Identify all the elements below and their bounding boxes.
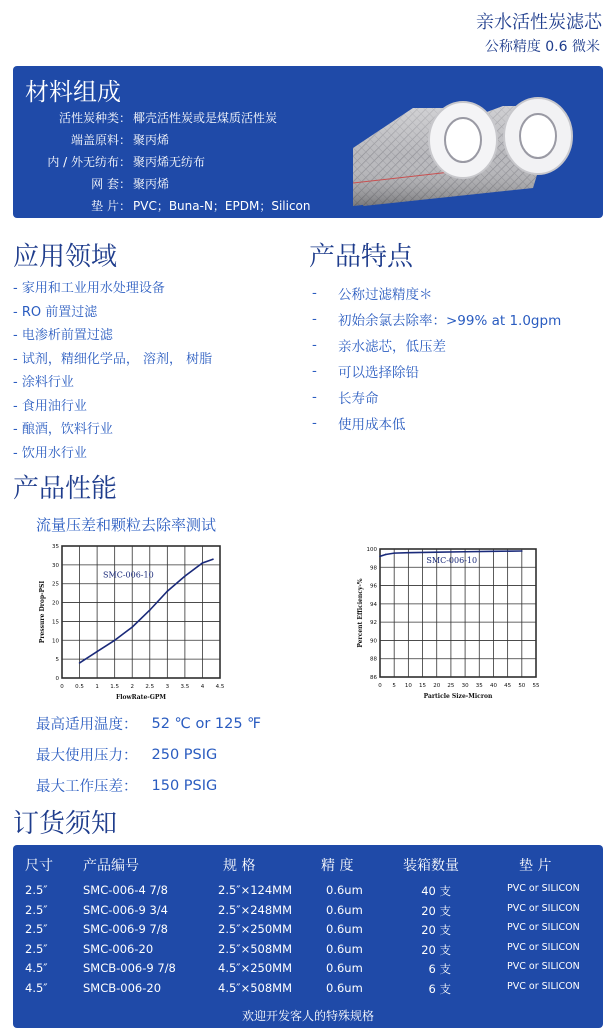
data-point bbox=[149, 609, 151, 611]
series-annotation: SMC-006-10 bbox=[103, 570, 154, 580]
spec-row bbox=[36, 770, 261, 801]
y-tick-label: 96 bbox=[370, 583, 377, 590]
y-tick-label: 15 bbox=[52, 619, 59, 626]
data-point bbox=[79, 662, 81, 664]
cell-size: 2.5″ bbox=[25, 941, 48, 956]
data-point bbox=[379, 556, 381, 558]
data-point bbox=[96, 651, 98, 653]
x-tick-label: 2.5 bbox=[145, 684, 155, 690]
series-annotation: SMC-006-10 bbox=[426, 556, 478, 566]
table-row bbox=[13, 981, 603, 999]
cell-part-number: SMC-006-4 7/8 bbox=[83, 883, 168, 897]
spec-label: 最高适用温度： bbox=[36, 717, 138, 733]
cell-spec: 4.5″×508MM bbox=[218, 981, 293, 995]
applications-title: 应用领域 bbox=[13, 242, 118, 272]
materials-panel bbox=[13, 66, 603, 218]
x-tick-label: 1 bbox=[95, 684, 99, 690]
table-row bbox=[13, 942, 603, 960]
feature-text: 初始余氯去除率：>99% at 1.0gpm bbox=[338, 313, 562, 329]
ordering-note: 欢迎开发客人的特殊规格 bbox=[241, 1009, 374, 1023]
data-point bbox=[436, 551, 438, 553]
list-item: - 家用和工业用水处理设备 bbox=[13, 281, 165, 297]
x-tick-label: 3 bbox=[165, 684, 170, 690]
features-list bbox=[312, 280, 602, 436]
x-tick-label: 4 bbox=[200, 684, 205, 690]
material-value: PVC；Buna-N；EPDM；Silicon bbox=[133, 198, 311, 213]
list-item: - 涂料行业 bbox=[13, 375, 74, 391]
feature-text: 亲水滤芯，低压差 bbox=[338, 339, 446, 355]
data-point bbox=[114, 639, 116, 641]
ordering-title: 订货须知 bbox=[13, 809, 118, 839]
cell-spec: 2.5″×248MM bbox=[218, 902, 293, 917]
x-tick-label: 20 bbox=[433, 683, 441, 689]
cell-precision: 0.6um bbox=[326, 941, 363, 956]
y-tick-label: 94 bbox=[370, 601, 377, 608]
list-item bbox=[312, 306, 602, 332]
performance-specs bbox=[36, 708, 261, 801]
cell-size: 4.5″ bbox=[25, 961, 48, 976]
y-tick-label: 86 bbox=[370, 675, 377, 681]
spec-label: 最大使用压力： bbox=[36, 748, 138, 764]
data-point bbox=[131, 626, 133, 628]
header-precision: 精 度 bbox=[321, 858, 354, 874]
spec-value: 52 ℃ or 125 ℉ bbox=[151, 715, 261, 732]
y-tick-label: 10 bbox=[52, 638, 59, 645]
data-point bbox=[493, 550, 495, 552]
list-item: - 试剂，精细化学品， 溶剂， 树脂 bbox=[13, 351, 213, 367]
spec-label: 最大工作压差： bbox=[36, 779, 138, 795]
list-item: - RO 前置过滤 bbox=[13, 304, 98, 320]
material-row bbox=[13, 194, 343, 216]
cell-precision: 0.6um bbox=[326, 961, 363, 976]
y-tick-label: 30 bbox=[52, 562, 59, 569]
cartridge-product-image bbox=[353, 88, 593, 212]
data-point bbox=[167, 590, 169, 592]
material-row bbox=[13, 128, 343, 150]
data-point bbox=[202, 562, 204, 564]
header-pack-qty: 装箱数量 bbox=[403, 858, 459, 874]
y-tick-label: 20 bbox=[52, 600, 59, 607]
material-value: 聚丙烯 bbox=[133, 176, 170, 191]
spec-value: 150 PSIG bbox=[151, 777, 218, 794]
y-axis-label: Pressure Drop-PSI bbox=[39, 580, 46, 644]
cell-pack-qty: 20 支 bbox=[421, 903, 451, 918]
material-row bbox=[13, 106, 343, 128]
dash-bullet: - bbox=[312, 311, 317, 327]
y-tick-label: 100 bbox=[366, 547, 377, 553]
cell-spec: 4.5″×250MM bbox=[218, 961, 293, 976]
material-key: 活性炭种类： bbox=[58, 110, 131, 125]
list-item bbox=[312, 332, 602, 358]
header-size: 尺寸 bbox=[25, 858, 53, 874]
data-point bbox=[521, 550, 523, 552]
x-tick-label: 3.5 bbox=[180, 684, 190, 690]
y-tick-label: 35 bbox=[52, 544, 59, 550]
plot-area bbox=[380, 549, 536, 677]
x-tick-label: 10 bbox=[404, 683, 412, 689]
header-spec: 规 格 bbox=[223, 858, 256, 874]
cell-size: 2.5″ bbox=[25, 902, 48, 917]
x-tick-label: 45 bbox=[504, 683, 512, 689]
cell-part-number: SMC-006-20 bbox=[83, 941, 154, 956]
data-point bbox=[385, 554, 387, 556]
y-tick-label: 25 bbox=[52, 581, 59, 588]
x-tick-label: 2 bbox=[130, 684, 134, 690]
cell-part-number: SMC-006-9 3/4 bbox=[83, 902, 168, 917]
y-tick-label: 0 bbox=[55, 676, 59, 682]
header-part-number: 产品编号 bbox=[83, 858, 139, 874]
list-item: - 酿酒，饮料行业 bbox=[13, 422, 113, 438]
list-item bbox=[312, 410, 602, 436]
materials-rows bbox=[13, 106, 343, 216]
cell-gasket: PVC or SILICON bbox=[507, 961, 580, 973]
x-tick-label: 0 bbox=[60, 684, 64, 690]
x-tick-label: 35 bbox=[475, 683, 483, 689]
cell-gasket: PVC or SILICON bbox=[507, 902, 580, 914]
cell-gasket: PVC or SILICON bbox=[507, 981, 580, 992]
material-row bbox=[13, 172, 343, 194]
feature-text: 长寿命 bbox=[338, 391, 379, 407]
cell-gasket: PVC or SILICON bbox=[507, 941, 580, 953]
x-axis-label: Particle Size-Micron bbox=[423, 693, 493, 700]
cell-size: 4.5″ bbox=[25, 981, 48, 995]
list-item: - 食用油行业 bbox=[13, 398, 87, 414]
data-point bbox=[464, 551, 466, 553]
material-value: 椰壳活性炭或是煤质活性炭 bbox=[133, 110, 278, 125]
list-item: - 电渗析前置过滤 bbox=[13, 328, 113, 344]
cell-spec: 2.5″×508MM bbox=[218, 941, 293, 956]
dash-bullet: - bbox=[312, 285, 317, 301]
x-tick-label: 40 bbox=[489, 683, 497, 689]
cell-spec: 2.5″×250MM bbox=[218, 922, 293, 937]
spec-row bbox=[36, 739, 261, 770]
cell-spec: 2.5″×124MM bbox=[218, 883, 293, 897]
list-item: - 饮用水行业 bbox=[13, 445, 87, 461]
feature-text: 可以选择除铅 bbox=[338, 365, 419, 381]
material-key: 垫 片： bbox=[91, 198, 131, 213]
chart-subtitle: 流量压差和颗粒去除率测试 bbox=[36, 516, 217, 534]
spec-value: 250 PSIG bbox=[151, 746, 218, 763]
y-tick-label: 98 bbox=[370, 565, 377, 572]
table-row bbox=[13, 922, 603, 940]
performance-title: 产品性能 bbox=[13, 474, 118, 504]
table-row bbox=[13, 903, 603, 921]
dash-bullet: - bbox=[312, 363, 317, 379]
data-point bbox=[408, 552, 410, 554]
dash-bullet: - bbox=[312, 389, 317, 405]
material-value: 聚丙烯 bbox=[133, 132, 170, 147]
x-tick-label: 50 bbox=[518, 683, 526, 689]
x-tick-label: 30 bbox=[461, 683, 469, 689]
table-row bbox=[13, 961, 603, 979]
applications-list bbox=[13, 275, 293, 463]
cell-size: 2.5″ bbox=[25, 922, 48, 937]
page-title: 亲水活性炭滤芯 bbox=[476, 12, 602, 33]
y-tick-label: 5 bbox=[55, 657, 59, 664]
cell-part-number: SMCB-006-20 bbox=[83, 981, 162, 995]
y-tick-label: 92 bbox=[370, 620, 377, 627]
x-tick-label: 0.5 bbox=[75, 684, 84, 690]
cell-precision: 0.6um bbox=[326, 981, 363, 995]
data-point bbox=[184, 575, 186, 577]
table-header-row bbox=[13, 855, 603, 877]
x-tick-label: 15 bbox=[419, 683, 427, 689]
ordering-table bbox=[13, 845, 603, 1028]
page-subtitle: 公称精度 0.6 微米 bbox=[484, 39, 600, 55]
cell-part-number: SMCB-006-9 7/8 bbox=[83, 961, 176, 976]
list-item bbox=[312, 384, 602, 410]
cell-pack-qty: 6 支 bbox=[428, 982, 451, 996]
x-tick-label: 0 bbox=[378, 683, 382, 689]
list-item bbox=[312, 280, 602, 306]
dash-bullet: - bbox=[312, 337, 317, 353]
cell-part-number: SMC-006-9 7/8 bbox=[83, 922, 168, 937]
material-row bbox=[13, 150, 343, 172]
x-tick-label: 5 bbox=[392, 683, 396, 689]
cell-precision: 0.6um bbox=[326, 902, 363, 917]
cell-pack-qty: 40 支 bbox=[421, 884, 451, 898]
x-tick-label: 4.5 bbox=[215, 684, 225, 690]
dash-bullet: - bbox=[312, 415, 317, 431]
y-axis-label: Percent Efficiency-% bbox=[357, 578, 364, 648]
cell-gasket: PVC or SILICON bbox=[507, 883, 580, 894]
materials-title: 材料组成 bbox=[25, 78, 121, 106]
pressure-drop-chart bbox=[34, 538, 234, 700]
x-tick-label: 1.5 bbox=[110, 684, 120, 690]
header-gasket: 垫 片 bbox=[519, 858, 552, 874]
efficiency-chart bbox=[356, 543, 546, 703]
list-item bbox=[312, 358, 602, 384]
feature-text: 公称过滤精度＊ bbox=[338, 287, 433, 303]
cell-pack-qty: 20 支 bbox=[421, 942, 451, 957]
material-value: 聚丙烯无纺布 bbox=[133, 154, 206, 169]
cell-pack-qty: 20 支 bbox=[421, 923, 451, 938]
cell-gasket: PVC or SILICON bbox=[507, 922, 580, 934]
y-tick-label: 88 bbox=[370, 656, 377, 663]
table-row bbox=[13, 883, 603, 901]
material-key: 内 / 外无纺布： bbox=[47, 154, 131, 169]
x-axis-label: FlowRate-GPM bbox=[115, 694, 167, 700]
features-title: 产品特点 bbox=[309, 242, 414, 272]
cell-precision: 0.6um bbox=[326, 922, 363, 937]
cell-size: 2.5″ bbox=[25, 883, 48, 897]
material-key: 端盖原料： bbox=[70, 132, 131, 147]
x-tick-label: 25 bbox=[447, 683, 455, 689]
y-tick-label: 90 bbox=[370, 638, 377, 645]
cell-pack-qty: 6 支 bbox=[428, 962, 451, 977]
data-point bbox=[212, 558, 214, 560]
spec-row bbox=[36, 708, 261, 739]
x-tick-label: 55 bbox=[532, 683, 540, 689]
feature-text: 使用成本低 bbox=[338, 417, 406, 433]
data-point bbox=[393, 552, 395, 554]
cell-precision: 0.6um bbox=[326, 883, 363, 897]
material-key: 网 套： bbox=[91, 176, 131, 191]
